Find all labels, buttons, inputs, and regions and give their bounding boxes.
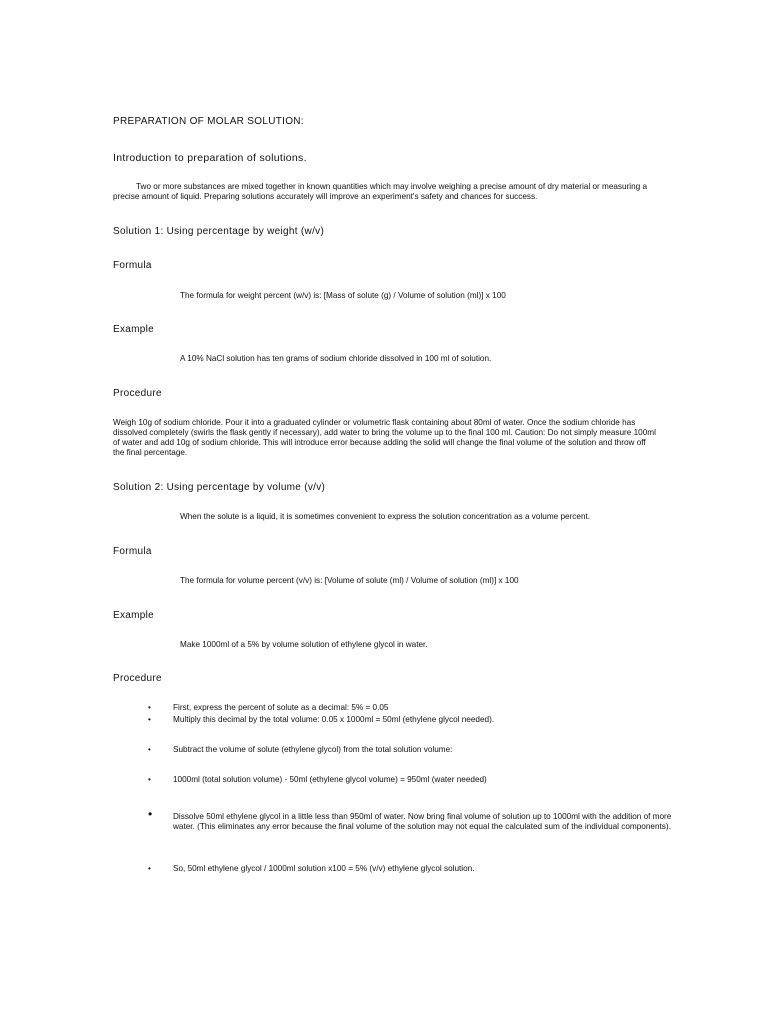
bullet-icon: • xyxy=(148,807,153,821)
intro-heading: Introduction to preparation of solutions. xyxy=(113,152,307,164)
solution1-heading: Solution 1: Using percentage by weight (w/v) xyxy=(113,226,325,237)
solution2-example: Make 1000ml of a 5% by volume solution of ethylene glycol in water. xyxy=(180,640,428,649)
intro-paragraph: Two or more substances are mixed together in known quantities which may involve weighing a precise amount of dry material or measuring a precise amount of liquid. Preparing solutions accurately will improve an experiment's safety and chances for success. xyxy=(113,182,648,201)
solution2-example-heading: Example xyxy=(113,610,155,621)
solution1-example: A 10% NaCl solution has ten grams of sodium chloride dissolved in 100 ml of solution. xyxy=(180,354,492,363)
document-title: PREPARATION OF MOLAR SOLUTION: xyxy=(113,116,304,127)
bullet-icon: • xyxy=(148,745,151,754)
solution1-formula-heading: Formula xyxy=(113,260,152,271)
bullet-icon: • xyxy=(148,715,151,724)
bullet-icon: • xyxy=(148,703,151,712)
solution1-example-heading: Example xyxy=(113,324,155,335)
bullet-icon: • xyxy=(148,864,151,873)
list-item-text: So, 50ml ethylene glycol / 1000ml solution x100 = 5% (v/v) ethylene glycol solution. xyxy=(173,864,475,873)
list-item-text: Multiply this decimal by the total volume: 0.05 x 1000ml = 50ml (ethylene glycol needed). xyxy=(173,715,495,724)
list-item-text: 1000ml (total solution volume) - 50ml (ethylene glycol volume) = 950ml (water needed) xyxy=(173,775,487,784)
list-item-text: Dissolve 50ml ethylene glycol in a little less than 950ml of water. Now bring final volume of solution up to 1000ml with the addition of more water. (This eliminates any error because the final volume of the solution may not equal the calculated sum of the individual components). xyxy=(173,812,672,831)
solution1-formula: The formula for weight percent (w/v) is: [Mass of solute (g) / Volume of solution (ml)] x 100 xyxy=(180,291,506,300)
bullet-icon: • xyxy=(148,775,151,784)
solution1-procedure-heading: Procedure xyxy=(113,388,162,399)
solution1-procedure: Weigh 10g of sodium chloride. Pour it into a graduated cylinder or volumetric flask containing about 80ml of water. Once the sodium chloride has dissolved completely (swirls the flask gently if necessary), add water to bring the volume up to the final 100 ml. Caution: Do not simply measure 100ml of water and add 10g of sodium chloride. This will introduce error because adding the solid will change the final volume of the solution and throw off the final percentage. xyxy=(113,418,656,457)
solution2-procedure-heading: Procedure xyxy=(113,673,162,684)
solution2-formula: The formula for volume percent (v/v) is: [Volume of solute (ml) / Volume of solution (ml)] x 100 xyxy=(180,576,519,585)
solution2-intro: When the solute is a liquid, it is sometimes convenient to express the solution concentration as a volume percent. xyxy=(180,512,591,521)
solution2-heading: Solution 2: Using percentage by volume (v/v) xyxy=(113,482,326,493)
list-item-text: Subtract the volume of solute (ethylene glycol) from the total solution volume: xyxy=(173,745,453,754)
list-item-text: First, express the percent of solute as a decimal: 5% = 0.05 xyxy=(173,703,389,712)
solution2-formula-heading: Formula xyxy=(113,546,152,557)
